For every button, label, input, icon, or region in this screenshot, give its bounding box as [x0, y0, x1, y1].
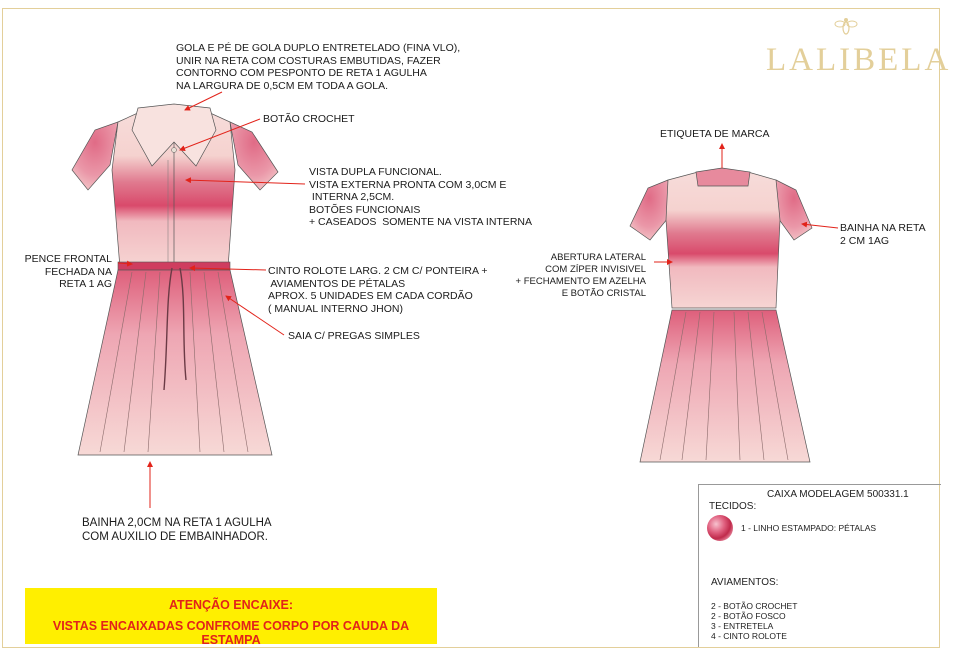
- warning-banner: [25, 588, 437, 647]
- collar-note: GOLA E PÉ DE GOLA DUPLO ENTRETELADO (FINA VLO), UNIR NA RETA COM COSTURAS EMBUTIDAS, FAZER CONTORNO COM PESPONTO DE RETA 1 AGULHA NA LARGURA DE 0,5CM EM TODA A GOLA.: [176, 42, 461, 92]
- placket-note: VISTA DUPLA FUNCIONAL. VISTA EXTERNA PRONTA COM 3,0CM E INTERNA 2,5CM. BOTÕES FUNCIONAIS + CASEADOS SOMENTE NA VISTA INTERNA: [309, 166, 532, 228]
- fabrics-label: TECIDOS:: [709, 501, 757, 512]
- warning-title: ATENÇÃO ENCAIXE:: [168, 598, 294, 612]
- brand-logo: LALIBELA: [766, 42, 952, 78]
- back-collar: [696, 168, 750, 186]
- back-bodice: [666, 172, 780, 308]
- trim-item: 3 - ENTRETELA: [711, 621, 774, 631]
- dart-note: PENCE FRONTAL FECHADA NA RETA 1 AG: [24, 253, 112, 290]
- trim-item: 2 - BOTÃO CROCHET: [711, 601, 798, 611]
- front-skirt: [78, 270, 272, 455]
- hem-front-note: BAINHA 2,0CM NA RETA 1 AGULHA COM AUXILIO DE EMBAINHADOR.: [82, 517, 272, 543]
- button-note: BOTÃO CROCHET: [263, 113, 355, 125]
- fabric-swatch-icon: [707, 515, 733, 541]
- fabric-item: 1 - LINHO ESTAMPADO: PÉTALAS: [741, 523, 877, 533]
- back-right-sleeve: [776, 180, 812, 240]
- box-title: CAIXA MODELAGEM 500331.1: [767, 489, 909, 500]
- trims-label: AVIAMENTOS:: [711, 577, 779, 588]
- specs-box: [698, 484, 941, 647]
- front-left-sleeve: [72, 122, 118, 190]
- trim-item: 2 - BOTÃO FOSCO: [711, 611, 786, 621]
- side-opening-note: ABERTURA LATERAL COM ZÍPER INVISIVEL + FECHAMENTO EM AZELHA E BOTÃO CRISTAL: [515, 252, 646, 299]
- skirt-note: SAIA C/ PREGAS SIMPLES: [288, 330, 420, 342]
- label-note: ETIQUETA DE MARCA: [660, 128, 770, 140]
- warning-text: VISTAS ENCAIXADAS CONFROME CORPO POR CAUDA DA ESTAMPA: [52, 619, 410, 647]
- front-right-sleeve: [230, 122, 278, 190]
- trim-item: 4 - CINTO ROLOTE: [711, 631, 787, 641]
- back-dress-drawing: [630, 168, 812, 462]
- belt-note: CINTO ROLOTE LARG. 2 CM C/ PONTEIRA + AVIAMENTOS DE PÉTALAS APROX. 5 UNIDADES EM CADA CORDÃO ( MANUAL INTERNO JHON): [268, 265, 488, 315]
- back-left-sleeve: [630, 180, 668, 240]
- hem-sleeve-note: BAINHA NA RETA 2 CM 1AG: [840, 222, 926, 247]
